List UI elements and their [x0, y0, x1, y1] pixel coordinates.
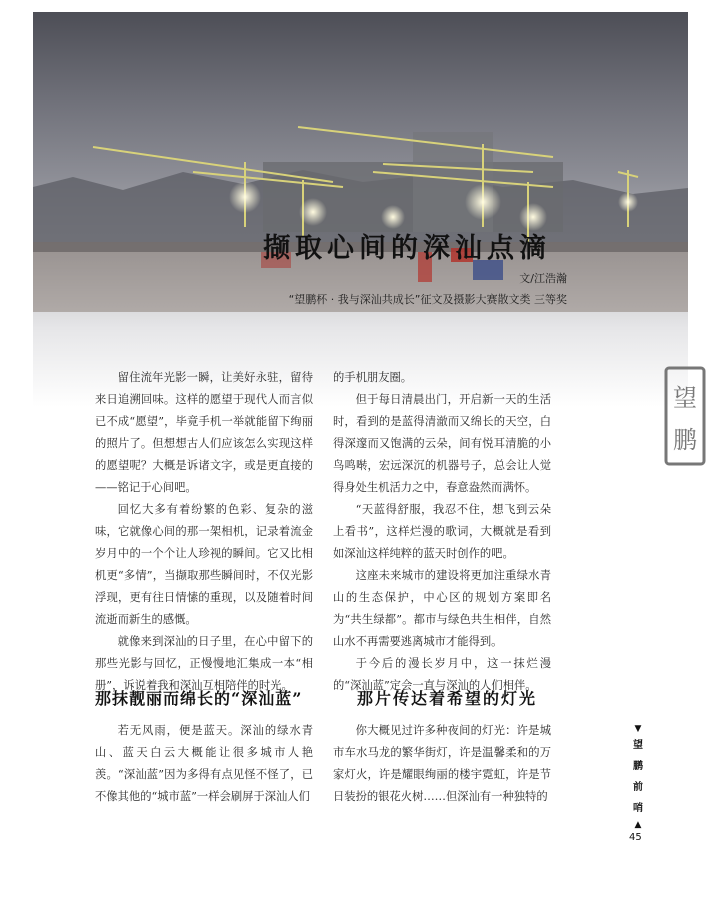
page-number: 45 — [629, 832, 642, 843]
section-heading-left: 那抹靓丽而绵长的“深汕蓝” — [95, 689, 303, 708]
paragraph: 留住流年光影一瞬，让美好永驻，留待来日追溯回味。这样的愿望于现代人而言似已不成“愿望”，毕竟手机一举就能留下绚丽的照片了。但想想古人们应该怎么实现这样的愿望呢？大概是诉诸文字，或是更直接的——铭记于心间吧。 — [95, 371, 313, 494]
triangle-down-icon: ▼ — [634, 724, 642, 734]
triangle-up-icon: ▲ — [634, 820, 642, 830]
construction-site-illustration — [33, 12, 688, 407]
paragraph: 若无风雨，便是蓝天。深汕的绿水青山、蓝天白云大概能让很多城市人艳羡。“深汕蓝”因为多得有点见怪不怪了，已不像其他的“城市蓝”一样会刷屏于深汕人们 — [95, 724, 313, 803]
article-author: 文/江浩瀚 — [519, 272, 567, 285]
paragraph: 就像来到深汕的日子里，在心中留下的那些光影与回忆，正慢慢地汇集成一本“相册”，诉说着我和深汕互相陪伴的时光。 — [95, 635, 313, 692]
paragraph: 于今后的漫长岁月中，这一抹烂漫的“深汕蓝”定会一直与深汕的人们相伴。 — [333, 657, 551, 692]
section-heading-right: 那片传达着希望的灯光 — [357, 689, 538, 708]
column-left-top — [95, 367, 313, 697]
svg-text:鹏: 鹏 — [673, 426, 697, 454]
paragraph: 但于每日清晨出门，开启新一天的生活时，看到的是蓝得清澈而又绵长的天空，白得深邃而又饱满的云朵，间有悦耳清脆的小鸟鸣啭，宏远深沉的机器号子，总会让人觉得身处生机活力之中，春意盎然而满怀。 — [333, 393, 551, 494]
paragraph: 的手机朋友圈。 — [333, 371, 413, 384]
brand-char: 鹏 — [633, 761, 643, 772]
paragraph: 你大概见过许多种夜间的灯光：许是城市车水马龙的繁华街灯，许是温馨柔和的万家灯火，许是耀眼绚丽的楼宇霓虹，许是节日装扮的银花火树……但深汕有一种独特的 — [333, 724, 551, 803]
column-left-bottom — [95, 720, 313, 808]
brand-char: 哨 — [633, 803, 643, 814]
brand-char: 前 — [633, 782, 643, 793]
article-award: “望鹏杯 · 我与深汕共成长”征文及摄影大赛散文类 三等奖 — [288, 293, 567, 306]
seal-stamp — [662, 364, 707, 468]
magazine-brand-sidebar — [627, 723, 649, 831]
paragraph: “天蓝得舒服，我忍不住，想飞到云朵上看书”，这样烂漫的歌词，大概就是看到如深汕这样纯粹的蓝天时创作的吧。 — [333, 503, 551, 560]
article-title: 撷取心间的深汕点滴 — [263, 233, 551, 264]
svg-text:望: 望 — [673, 384, 697, 412]
seal-icon — [662, 364, 707, 468]
paragraph: 回忆大多有着纷繁的色彩、复杂的滋味，它就像心间的那一架相机，记录着流金岁月中的一个个让人珍视的瞬间。它又比相机更“多情”，当撷取那些瞬间时，不仅光影浮现，更有往日情愫的重现，以及随着时间流逝而新生的感慨。 — [95, 503, 313, 626]
paragraph: 这座未来城市的建设将更加注重绿水青山的生态保护，中心区的规划方案即名为“共生绿都”。都市与绿色共生相伴，自然山水不再需要逃离城市才能得到。 — [333, 569, 551, 648]
hero-photo — [33, 12, 688, 407]
brand-char: 望 — [633, 740, 643, 751]
column-right-bottom — [333, 720, 551, 808]
column-right-top — [333, 367, 551, 697]
